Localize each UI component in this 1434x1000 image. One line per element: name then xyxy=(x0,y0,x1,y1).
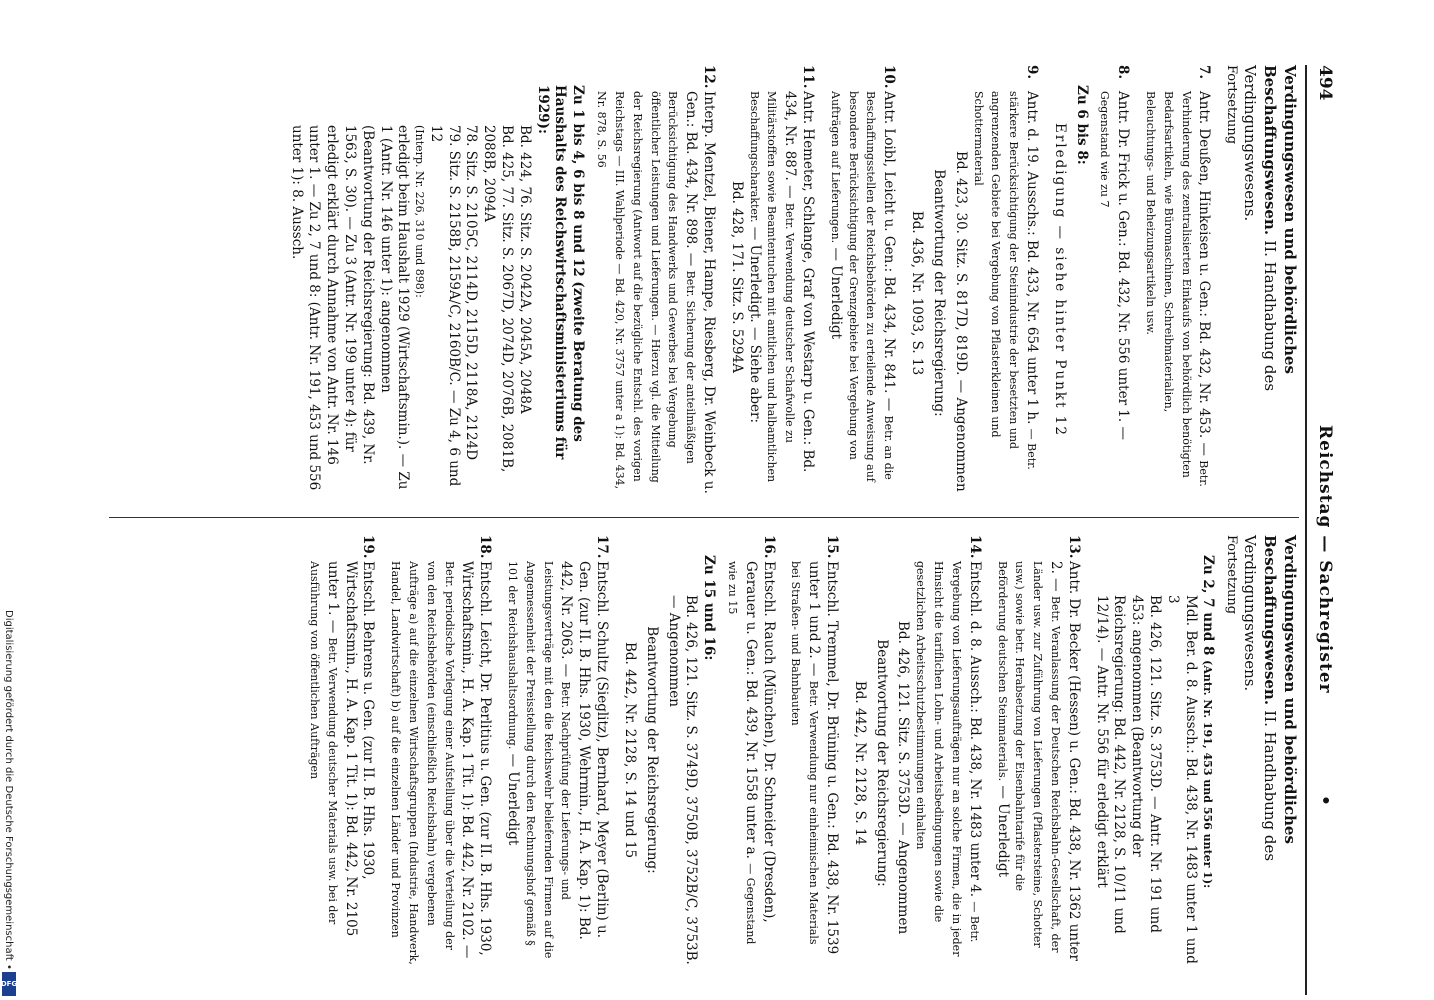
answer-heading: Beantwortung der Reichsregierung: xyxy=(643,626,660,874)
group-heading: Zu 2, 7 und 8 (Antr. Nr. 191, 453 und 556 unter 1): xyxy=(1200,555,1217,889)
entry-11: 11. Antr. Hemeter, Schlange, Graf von Westarp u. Gen.: Bd. 434, Nr. 887. — Betr. Verwendung deutscher Schafwolle zu Militärstoffen sowie Beamtentuchen mit amtlichen und halbamtlichen Beschaffungscharakter. — Unerledigt. — Siehe aber: Bd. 428, 171. Sitz. S. 5294A xyxy=(728,65,817,483)
entry-12: 12. Interp. Mentzel, Biener, Hampe, Riesberg, Dr. Weinbeck u. Gen.: Bd. 434, Nr. 898. — Betr. Sicherung der anteilmäßigen Berücksichtigung des Handwerks und Gewerbes bei Vergebung öffentlicher Leistungen und Lieferungen. — Hierzu vgl. die Mitteilung der Reichsregierung (Antwort auf die bezügliche Entschl. des vorigen Reichstags — III. Wahlperiode — Bd. 420, Nr. 3757 unter a 1): Bd. 434, Nr. 878, S. 56 xyxy=(595,65,717,494)
entry-15: 15. Entschl. Tremmel, Dr. Brüning u. Gen.: Bd. 438, Nr. 1539 unter 1 und 2. — Betr. Verwendung nur einheimischen Materials bei Straßen- und Bahnbauten xyxy=(789,535,841,955)
answer-reference: Bd. 442, Nr. 2128, S. 14 und 15 xyxy=(621,641,638,859)
entry-8: 8. Antr. Dr. Frick u. Gen.: Bd. 432, Nr. 556 unter 1. — Gegenstand wie zu 7 xyxy=(1098,65,1132,440)
reference-line: 78. Sitz. S. 2105C, 2114D, 2115D, 2118A, 2124D xyxy=(463,125,480,461)
reference-line: Bd. 424, 76. Sitz. S. 2042A, 2045A, 2048A xyxy=(516,125,533,414)
group-heading: Zu 1 bis 4, 6 bis 8 und 12 (zweite Beratung des Haushalts des Reichswirtschaftsministeriums für 1929): xyxy=(534,85,587,460)
section-heading: Verdingungswesen und behördliches Beschaffungswesen. II. Handhabung des Verdingungswesens. xyxy=(1241,65,1299,392)
entry-17: 17. Entschl. Schultz (Sieglitz), Bernhard, Meyer (Berlin) u. Gen. (zur II. B. Hhs. 1930, Wehrmin., H. A. Kap. 1): Bd. 442, Nr. 2063. — Betr. Nachprüfung der Lieferungs- und Leistungsverträge mit den die Reichswehr beliefernden Firmen auf die Angemessenheit der Preisstellung durch den Rechnungshof gemäß § 101 der Reichshaushaltsordnung. — Unerledigt xyxy=(505,535,611,959)
entry-14: 14. Entschl. d. 8. Aussch.: Bd. 438, Nr. 1483 unter 4. — Betr. Vergebung von Lieferungsaufträgen nur an solche Firmen, die in jeder Hinsicht die tariflichen Lohn- und Arbeitsbedingungen sowie die gesetzlichen Arbeitsschutzbestimmungen einhalten Bd. 426, 121. Sitz. S. 3753D. — Angenommen Beantwortung der Reichsregierung: Bd. 442, Nr. 2128, S. 14 xyxy=(851,535,983,957)
digitization-credit xyxy=(0,610,16,996)
entry-13: 13. Antr. Dr. Becker (Hessen) u. Gen.: Bd. 438, Nr. 1362 unter 2. — Betr. Veranlassung der Deutschen Reichsbahn-Gesellschaft, der Länder usw. zur Zuführung von Lieferungen (Pflastersteine, Schotter usw.) sowie betr. Herabsetzung der Eisenbahntarife für die Beförderung deutschen Steinmaterials. — Unerledigt xyxy=(994,535,1082,961)
section-heading: Verdingungswesen und behördliches Beschaffungswesen. II. Handhabung des Verdingungswesens. xyxy=(1241,535,1299,862)
running-header xyxy=(1309,65,1335,995)
entry-18: 18. Entschl. Leicht, Dr. Perlitius u. Gen. (zur II. B. Hhs. 1930, Wirtschaftsmin., H. A. Kap. 1 Tit. 1): Bd. 442, Nr. 2102. — Betr. periodische Vorlegung einer Aufstellung über die Verteilung der von den Reichsbehörden (einschließlich Reichsbahn) vergebenen Aufträge a) auf die einzelnen Wirtschaftsgruppen (Industrie, Handwerk, Handel, Landwirtschaft) b) auf die einzelnen Länder und Provinzen xyxy=(389,535,494,965)
credit-text: Digitalisierung gefördert durch die Deutsche Forschungsgemeinschaft • xyxy=(3,610,14,970)
right-column xyxy=(305,535,1299,965)
report-line: Mdl. Ber. d. 8. Aussch.: Bd. 438, Nr. 1483 unter 1 und 3 xyxy=(1164,595,1199,964)
entry-7: 7. Antr. Deußen, Hinkeisen u. Gen.: Bd. 432, Nr. 453. — Betr. Verhinderung des zentralisierten Einkaufs von behördlich benötigten Bedarfsartikeln, wie Büromaschinen, Schreibmaterialien, Beleuchtungs- und Beheizungsartikeln usw. xyxy=(1144,65,1213,487)
reference-line: Bd. 426, 121. Sitz. S. 3753D. — Antr. Nr. 191 und 453: angenommen (Beantwortung der Reichsregierung: Bd. 442, Nr. 2128, S. 10/11 und 12/14). — Antr. Nr. 556 für erledigt erklärt xyxy=(1093,595,1164,934)
reference-line: Bd. 426, 121. Sitz. S. 3749D, 3750B, 3752B/C, 3753B. — Angenommen xyxy=(665,595,700,965)
reference-line: 79. Sitz. S. 2158B, 2159A/C, 2160B/C. — Zu 4, 6 und 12 xyxy=(427,125,462,487)
continuation-label: Fortsetzung xyxy=(1223,535,1239,615)
continuation-label: Fortsetzung xyxy=(1223,65,1239,145)
entry-19: 19. Entschl. Behrens u. Gen. (zur II. B. Hhs. 1930, Wirtschaftsmin., H. A. Kap. 1 Tit. 1): Bd. 442, Nr. 2105 unter 1. — Betr. Verwendung deutscher Materials usw. bei der Ausführung von öffentlichen Aufträgen xyxy=(307,535,377,937)
reference-note: (Interp. Nr. 226, 310 und 898): xyxy=(412,125,426,298)
resolution-text: erledigt beim Haushalt 1929 (Wirtschaftsmin.). — Zu 1 (Antr. Nr. 146 unter 1): angenommen (Beantwortung der Reichsregierung: Bd. 439, Nr. 1563, S. 30). — Zu 3 (Antr. Nr. 199 unter 4): für erledigt erklärt durch Annahme von Antr. Nr. 146 unter 1. — Zu 2, 7 und 8: (Antr. Nr. 191, 453 und 556 unter 1): 8. Aussch. xyxy=(288,125,412,491)
page-title: Reichstag — Sachregister xyxy=(1315,425,1335,694)
header-marker: • xyxy=(1315,795,1335,806)
header-rule xyxy=(1305,65,1307,995)
page-number: 494 xyxy=(1315,65,1335,101)
group-heading: Zu 6 bis 8: xyxy=(1073,85,1090,165)
entry-10: 10. Antr. Loibl, Leicht u. Gen.: Bd. 434, Nr. 841. — Betr. an die Beschaffungsstellen der Reichsbehörden zu erteilende Anweisung auf besondere Berücksichtigung der Grenzgebiete bei Vergebung von Aufträgen auf Lieferungen. — Unerledigt xyxy=(827,65,898,482)
entry-9: 9. Antr. d. 19. Ausschs.: Bd. 433, Nr. 654 unter 1 h. — Betr. stärkere Berücksichtigung der Steinindustrie der besetzten und angrenzenden Gebiete bei Vergebung von Pflasterkleinen und Schottermaterial Bd. 423, 30. Sitz. S. 817D, 819D. — Angenommen Beantwortung der Reichsregierung: Bd. 436, Nr. 1093, S. 13 xyxy=(909,65,1040,492)
column-divider xyxy=(109,517,1299,518)
resolution-text: Erledigung — siehe hinter Punkt 12 xyxy=(1051,123,1068,437)
left-column xyxy=(287,65,1299,495)
reference-line: Bd. 425, 77. Sitz. S. 2067D, 2074D, 2076B, 2081B, 2088B, 2094A xyxy=(481,125,516,473)
entry-16: 16. Entschl. Rauch (München), Dr. Schneider (Dresden), Gerauer u. Gen.: Bd. 439, Nr. 1558 unter a. — Gegenstand wie zu 15 xyxy=(725,535,777,945)
dfg-logo: DFG xyxy=(2,972,16,996)
rotated-page-content xyxy=(95,65,1335,995)
group-heading: Zu 15 und 16: xyxy=(701,555,718,661)
